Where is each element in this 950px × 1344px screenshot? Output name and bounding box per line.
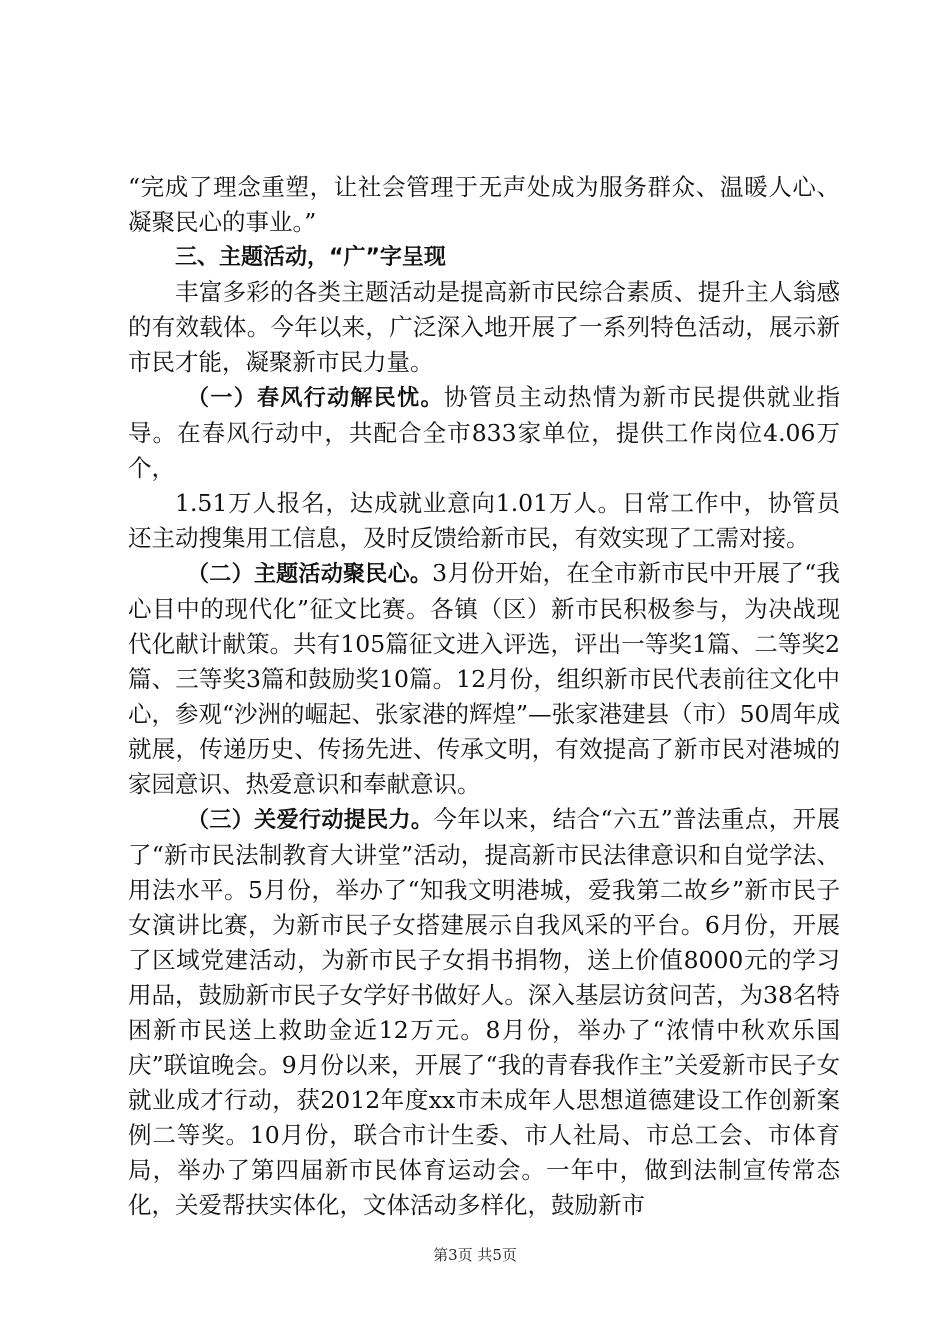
paragraph-item-1-continuation: 1.51万人报名，达成就业意向1.01万人。日常工作中，协管员还主动搜集用工信息，及时反馈给新市民，有效实现了工需对接。 <box>128 489 840 552</box>
paragraph-intro: 丰富多彩的各类主题活动是提高新市民综合素质、提升主人翁感的有效载体。今年以来，广泛深入地开展了一系列特色活动，展示新市民才能，凝聚新市民力量。 <box>128 278 840 376</box>
item-1-body: 协管员主动热情为新市民提供就业指导。在春风行动中，共配合全市833家单位，提供工作岗位4.06万个， <box>128 383 840 482</box>
item-1-lead: （一）春风行动解民忧。 <box>187 386 444 411</box>
page-footer: 第3页 共5页 <box>433 1246 517 1264</box>
paragraph-item-2 <box>128 556 840 802</box>
item-2-body: 3月份开始，在全市新市民中开展了“我心目中的现代化”征文比赛。各镇（区）新市民积极参与，为决战现代化献计献策。共有105篇征文进入评选，评出一等奖1篇、二等奖2篇、三等奖3篇和鼓励奖10篇。12月份，组织新市民代表前往文化中心，参观“沙洲的崛起、张家港的辉煌”—张家港建县（市）50周年成就展，传递历史、传扬先进、传承文明，有效提高了新市民对港城的家园意识、热爱意识和奉献意识。 <box>128 559 840 798</box>
paragraph-continuation: “完成了理念重塑，让社会管理于无声处成为服务群众、温暖人心、凝聚民心的事业。” <box>128 173 840 236</box>
document-body <box>128 170 840 1223</box>
item-3-lead: （三）关爱行动提民力。 <box>187 808 434 833</box>
paragraph-item-3 <box>128 802 840 1223</box>
section-heading: 三、主题活动，“广”字呈现 <box>175 245 446 270</box>
paragraph-item-1 <box>128 380 840 486</box>
item-2-lead: （二）主题活动聚民心。 <box>187 562 433 587</box>
item-3-body: 今年以来，结合“六五”普法重点，开展了“新市民法制教育大讲堂”活动，提高新市民法律意识和自觉学法、用法水平。5月份，举办了“知我文明港城，爱我第二故乡”新市民子女演讲比赛，为新市民子女搭建展示自我风采的平台。6月份，开展了区域党建活动，为新市民子女捐书捐物，送上价值8000元的学习用品，鼓励新市民子女学好书做好人。深入基层访贫问苦，为38名特困新市民送上救助金近12万元。8月份，举办了“浓情中秋欢乐国庆”联谊晚会。9月份以来，开展了“我的青春我作主”关爱新市民子女就业成才行动，获2012年度xx市未成年人思想道德建设工作创新案例二等奖。10月份，联合市计生委、市人社局、市总工会、市体育局，举办了第四届新市民体育运动会。一年中，做到法制宣传常态化，关爱帮扶实体化，文体活动多样化，鼓励新市 <box>128 805 840 1219</box>
